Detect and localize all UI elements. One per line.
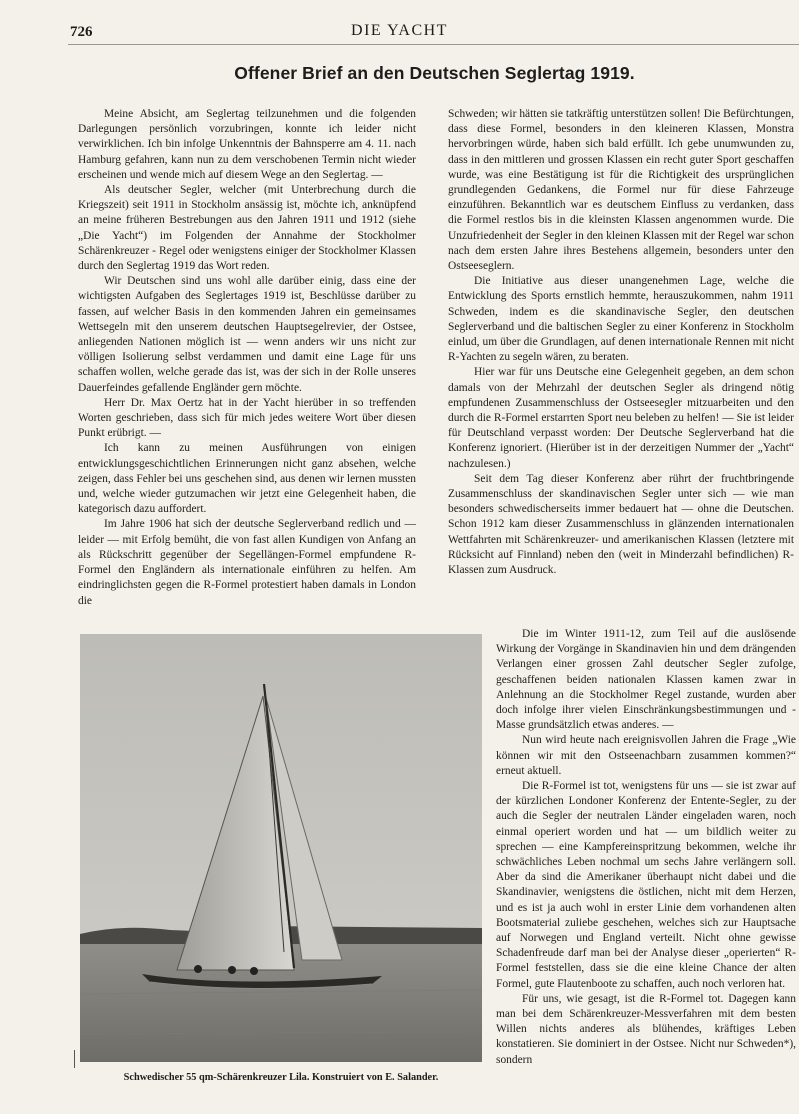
page-number: 726	[70, 24, 93, 40]
paragraph: Als deutscher Segler, welcher (mit Unterbrechung durch die Kriegszeit) seit 1911 in Stockholm ansässig ist, möchte ich, anknüpfend an meine früheren Bestrebungen aus den Jahren 1911 und 1912 (siehe „Die Yacht“) im Folgenden der Annahme der Stockholmer Schärenkreuzer - Regel oder wenigstens einiger der Stockholmer Klassen durch den Seglertag 1919 das Wort reden.	[78, 184, 416, 273]
article-title: Offener Brief an den Deutschen Seglertag 1919.	[234, 63, 635, 83]
right-column-bottom	[496, 627, 796, 1068]
paragraph: Seit dem Tag dieser Konferenz aber rührt der fruchtbringende Zusammenschluss der skandinavischen Segler unter sich — wie man besonders schwedischerseits immer bedauert hat — ohne die Deutschen. Schon 1912 kam dieser Zusammenschluss in glänzenden internationalen Wettfahrten mit Schärenkreuzer- und amerikanischen Klassen (letztere mit Rücksicht auf Finnland) neben den (weit in Minderzahl befindlichen) R-Klassen zum Ausdruck.	[448, 472, 794, 577]
paragraph: Die im Winter 1911-12, zum Teil auf die auslösende Wirkung der Vorgänge in Skandinavien hin und dem drängenden Verlangen einer grossen Zahl deutscher Segler zufolge, geschaffenen beiden nationalen Klassen kamen zwar in Anlehnung an die Stockholmer Regel zustande, wurden aber doch infolge ihrer vielen Einschränkungsbestimmungen und -Masse grundsätzlich etwas anderes. —	[496, 628, 796, 732]
paragraph: Schweden; wir hätten sie tatkräftig unterstützen sollen! Die Befürchtungen, dass diese Formel, besonders in den kleineren Klassen, Monstra hervorbringen würde, haben sich bald erfüllt. Ich gebe unumwunden zu, dass in den mittleren und grossen Klassen ein recht guter Sport geschaffen wurde, was eine Bestätigung ist für die Richtigkeit des ursprünglichen grundlegenden Gedankens, die Formel nur für diese Fahrzeuge einzuführen. Bekanntlich war es deutschem Einfluss zu verdanken, dass die Formel restlos bis in die kleinsten Klassen angenommen wurde. Die Unzufriedenheit der Segler in den kleinen Klassen mit der Regel war schon nach dem ersten Jahre ihres Bestehens allgemein, besonders unter den Ostseeseglern.	[448, 108, 794, 273]
paragraph: Nun wird heute nach ereignisvollen Jahren die Frage „Wie können wir mit den Ostseenachbarn zusammen kommen?“ erneut aktuell.	[496, 734, 796, 777]
running-title: DIE YACHT	[351, 22, 448, 39]
right-column-top	[448, 107, 794, 578]
paragraph: Die R-Formel ist tot, wenigstens für uns — sie ist zwar auf der kürzlichen Londoner Konferenz der Entente-Segler, zu der auch die Segler der neutralen Länder eingeladen waren, noch einmal operiert worden und hat — um bildlich weiter zu sprechen — eine Kampfereinspritzung bekommen, welche ihr schwächliches Leben nochmal um sechs Jahre verlängern soll. Aber da sind die Amerikaner überhaupt nicht dabei und die Skandinavier, wenigstens die östlichen, nicht mit dem Herzen, und es ist ja auch wohl in erster Linie dem vorhandenen alten Bootsmaterial zuliebe geschehen, welches sich zur Hauptsache auf Norwegen und England verteilt. Nicht ohne gewisse Schadenfreude darf man bei der Analyse dieser „operierten“ R-Formel feststellen, dass sie die eine kleine Chance der alten Formel, gute Flautenboote zu schaffen, auch noch verloren hat.	[496, 780, 796, 990]
paragraph: Hier war für uns Deutsche eine Gelegenheit gegeben, an dem schon damals von der Mehrzahl der deutschen Segler als dringend nötig empfundenen Zusammenschluss der Ostseesegler mitzuarbeiten und den durch die R-Formel erstarrten Sport neu beleben zu helfen! — Sie ist leider für Deutschland verpasst worden: Der Deutsche Seglerverband hat die Konferenz ignoriert. (Hierüber ist in der derzeitigen Nummer der „Yacht“ nachzulesen.)	[448, 366, 794, 470]
paragraph: Im Jahre 1906 hat sich der deutsche Seglerverband redlich und — leider — mit Erfolg bemüht, die von fast allen Kundigen von Anfang an als Rückschritt gegenüber der Segellängen-Formel empfundene R-Formel den Engländern als internationale einführen zu helfen. Am eindringlichsten gegen die R-Formel protestiert haben damals in London die	[78, 518, 416, 607]
print-mark	[74, 1050, 75, 1068]
figure-caption: Schwedischer 55 qm-Schärenkreuzer Lila. Konstruiert von E. Salander.	[123, 1072, 439, 1083]
sailboat-photo	[80, 634, 482, 1062]
sailboat-illustration	[80, 634, 482, 1062]
header-rule	[68, 44, 799, 45]
paragraph: Die Initiative aus dieser unangenehmen Lage, welche die Entwicklung des Sports ernstlich hemmte, herauszukommen, nahm 1911 Schweden, indem es die skandinavische Segler, den deutschen Seglerverband und die baltischen Segler zu einer Konferenz in Stockholm einlud, um über die Grundlagen, auf denen internationale Rennen mit nicht R-Yachten zu segeln wären, zu beraten.	[448, 275, 794, 364]
left-column	[78, 107, 416, 609]
paragraph: Für uns, wie gesagt, ist die R-Formel tot. Dagegen kann man bei dem Schärenkreuzer-Messverfahren mit dem besten Willen nichts anderes als blühendes, kräftiges Leben konstatieren. Sie dominiert in der Ostsee. Nicht nur Schweden*), sondern	[496, 992, 796, 1066]
paragraph: Herr Dr. Max Oertz hat in der Yacht hierüber in so treffenden Worten geschrieben, dass sich für mich jedes weitere Wort über diesen Punkt erübrigt. —	[78, 396, 416, 440]
paragraph: Meine Absicht, am Seglertag teilzunehmen und die folgenden Darlegungen persönlich vorzubringen, konnte ich leider nicht verwirklichen. Ich bin infolge Unkenntnis der Bahnsperre am 4. 11. nach Hamburg gefahren, kann nun zu dem verschobenen Termin nicht wieder erscheinen und wende mich auf diesem Wege an den Seglertag. —	[78, 108, 416, 181]
paragraph: Wir Deutschen sind uns wohl alle darüber einig, dass eine der wichtigsten Aufgaben des Seglertages 1919 ist, Beschlüsse darüber zu fassen, auf welcher Basis in den kommenden Jahren ein gemeinsames Wettsegeln mit den unserem deutschen Hauptsegelrevier, der Ostsee, anliegenden Nationen möglich ist — wenn anders wir uns nicht zur völligen Isolierung selbst verdammen und damit eine Lage für uns schaffen wollen, welche gerade das ist, was der sich in der Rolle unseres Dauerfeindes gefallende Engländer gern möchte.	[78, 275, 416, 394]
paragraph: Ich kann zu meinen Ausführungen von einigen entwicklungsgeschichtlichen Erinnerungen nicht ganz absehen, welche zeigen, dass Fehler bei uns geschehen sind, aus denen wir lernen mussten und, welche wieder gutzumachen wir jetzt eine Gelegenheit haben, die kategorisch dazu auffordert.	[78, 442, 416, 516]
